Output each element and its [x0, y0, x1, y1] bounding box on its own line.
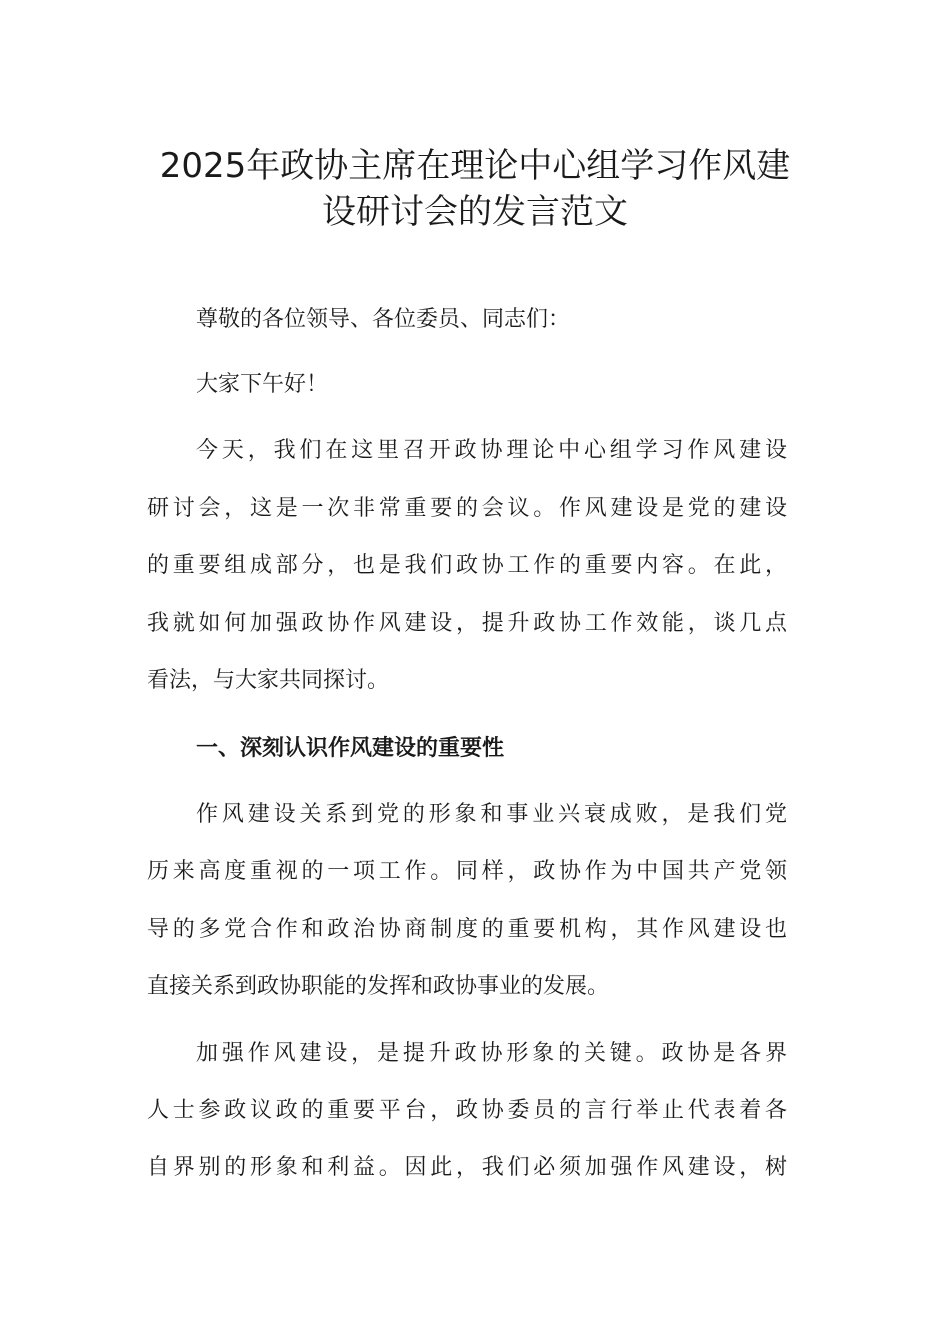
paragraph-1-line: 研讨会，这是一次非常重要的会议。作风建设是党的建设	[147, 496, 787, 521]
paragraph-1-line: 的重要组成部分，也是我们政协工作的重要内容。在此，	[147, 553, 787, 578]
salutation: 尊敬的各位领导、各位委员、同志们：	[196, 307, 571, 332]
paragraph-1-line: 我就如何加强政协作风建设，提升政协工作效能，谈几点	[147, 611, 787, 636]
paragraph-3-line: 加强作风建设，是提升政协形象的关键。政协是各界	[196, 1041, 787, 1066]
document-title-line-2: 设研讨会的发言范文	[322, 192, 628, 232]
paragraph-1-line: 看法，与大家共同探讨。	[147, 668, 390, 693]
paragraph-2-line: 直接关系到政协职能的发挥和政协事业的发展。	[147, 974, 610, 999]
document-title-line-1: 2025年政协主席在理论中心组学习作风建	[159, 146, 791, 186]
paragraph-2-line: 导的多党合作和政治协商制度的重要机构，其作风建设也	[147, 917, 787, 942]
paragraph-2-line: 作风建设关系到党的形象和事业兴衰成败，是我们党	[196, 802, 787, 827]
section-1-heading: 一、深刻认识作风建设的重要性	[196, 735, 505, 761]
paragraph-1-line: 今天，我们在这里召开政协理论中心组学习作风建设	[196, 438, 787, 463]
paragraph-2-line: 历来高度重视的一项工作。同样，政协作为中国共产党领	[147, 859, 787, 884]
paragraph-3-line: 人士参政议政的重要平台，政协委员的言行举止代表着各	[147, 1098, 787, 1123]
paragraph-3-line: 自界别的形象和利益。因此，我们必须加强作风建设，树	[147, 1155, 787, 1180]
greeting: 大家下午好！	[196, 372, 329, 397]
